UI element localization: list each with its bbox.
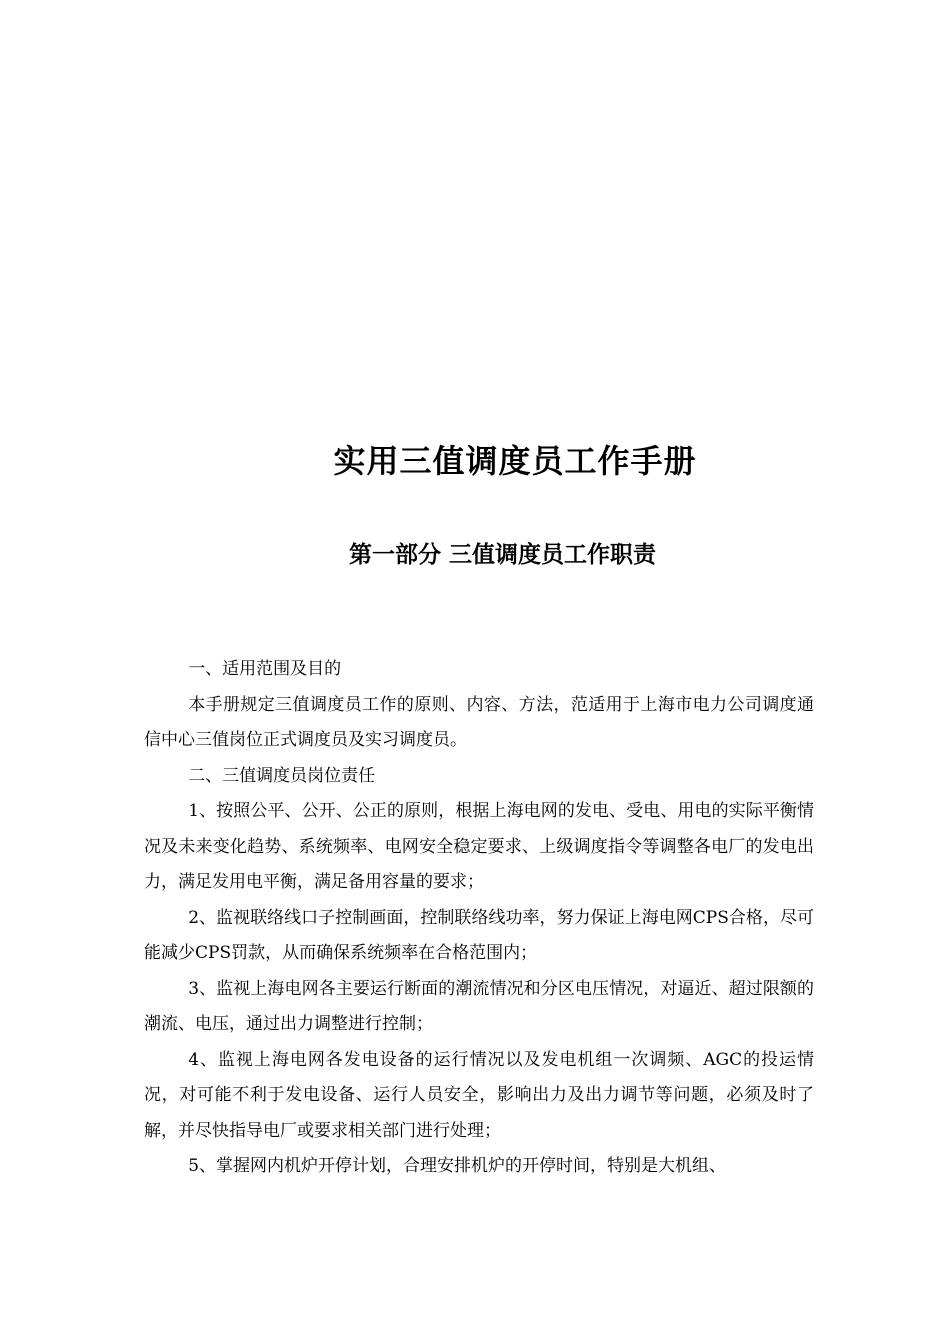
section-heading-duties: 二、三值调度员岗位责任 [188,765,376,786]
paragraph-duty-2: 2、监视联络线口子控制画面，控制联络线功率，努力保证上海电网CPS合格，尽可能减少CPS罚款，从而确保系统频率在合格范围内； [144,907,814,963]
paragraph-scope: 本手册规定三值调度员工作的原则、内容、方法，范适用于上海市电力公司调度通信中心三值岗位正式调度员及实习调度员。 [144,694,814,750]
paragraph-duty-5: 5、掌握网内机炉开停计划，合理安排机炉的开停时间，特别是大机组、 [188,1156,727,1176]
paragraph-duty-1: 1、按照公平、公开、公正的原则，根据上海电网的发电、受电、用电的实际平衡情况及未来变化趋势、系统频率、电网安全稳定要求、上级调度指令等调整各电厂的发电出力，满足发用电平衡，满足备用容量的要求； [144,801,814,892]
body-text [144,652,814,1185]
document-title: 实用三值调度员工作手册 [333,442,697,480]
section-heading-scope: 一、适用范围及目的 [188,659,342,679]
section-heading: 第一部分 三值调度员工作职责 [348,542,656,568]
paragraph-duty-4: 4、监视上海电网各发电设备的运行情况以及发电机组一次调频、AGC的投运情况，对可能不利于发电设备、运行人员安全，影响出力及出力调节等问题，必须及时了解，并尽快指导电厂或要求相关部门进行处理； [144,1049,814,1141]
paragraph-duty-3: 3、监视上海电网各主要运行断面的潮流情况和分区电压情况，对逼近、超过限额的潮流、电压，通过出力调整进行控制； [144,978,814,1034]
